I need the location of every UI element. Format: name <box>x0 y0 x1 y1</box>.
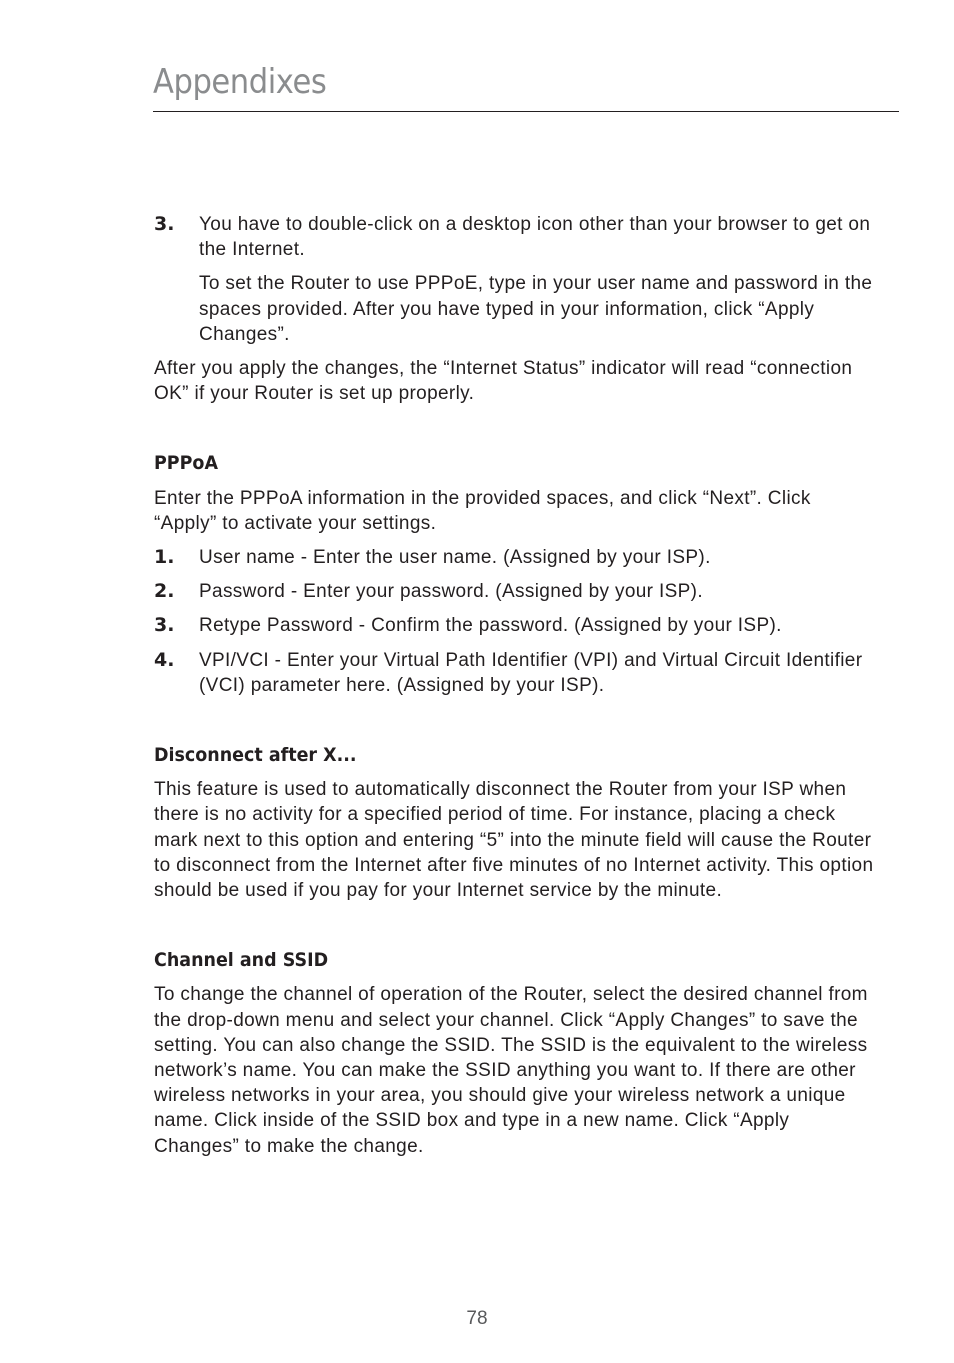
section-heading-channel: Channel and SSID <box>154 949 329 972</box>
section-heading-disconnect: Disconnect after X... <box>154 744 357 767</box>
page-header-title: Appendixes <box>153 62 327 102</box>
page-content <box>154 212 874 1159</box>
list-item-number: 3. <box>154 614 175 637</box>
list-item-text: VPI/VCI - Enter your Virtual Path Identifier (VPI) and Virtual Circuit Identifier (VCI) parameter here. (Assigned by your ISP). <box>199 649 863 696</box>
step-text: You have to double-click on a desktop icon other than your browser to get on the Internet. <box>199 214 871 261</box>
list-item-text: User name - Enter the user name. (Assigned by your ISP). <box>199 547 711 569</box>
section-heading-pppoa: PPPoA <box>154 452 218 475</box>
step-number: 3. <box>154 213 175 235</box>
step-subtext: To set the Router to use PPPoE, type in your user name and password in the spaces provided. After you have typed in your information, click “Apply Changes”. <box>199 273 873 345</box>
list-item <box>154 545 874 570</box>
page-number: 78 <box>466 1308 488 1329</box>
after-apply-paragraph: After you apply the changes, the “Internet Status” indicator will read “connection OK” if your Router is set up properly. <box>154 358 853 405</box>
list-item-text: Retype Password - Confirm the password. (Assigned by your ISP). <box>199 615 782 637</box>
list-item <box>154 648 874 698</box>
channel-body: To change the channel of operation of the Router, select the desired channel from the drop-down menu and select your channel. Click “Apply Changes” to save the setting. You can also change the SSID. The SSID is the equivalent to the wireless network’s name. You can make the SSID anything you want to. If there are other wireless networks in your area, you should give your wireless network a unique name. Click inside of the SSID box and type in a new name. Click “Apply Changes” to make the change. <box>154 984 868 1157</box>
list-item <box>154 579 874 604</box>
list-item-number: 1. <box>154 546 175 569</box>
list-item-number: 4. <box>154 648 175 671</box>
pppoa-intro: Enter the PPPoA information in the provided spaces, and click “Next”. Click “Apply” to activate your settings. <box>154 487 811 534</box>
list-item-number: 2. <box>154 580 175 603</box>
list-item-text: Password - Enter your password. (Assigned by your ISP). <box>199 581 703 603</box>
step-3 <box>154 212 874 347</box>
list-item <box>154 613 874 638</box>
disconnect-body: This feature is used to automatically disconnect the Router from your ISP when there is no activity for a specified period of time. For instance, placing a check mark next to this option and entering “5” into the minute field will cause the Router to disconnect from the Internet after five minutes of no Internet activity. This option should be used if you pay for your Internet service by the minute. <box>154 779 874 902</box>
header-rule <box>153 111 899 112</box>
